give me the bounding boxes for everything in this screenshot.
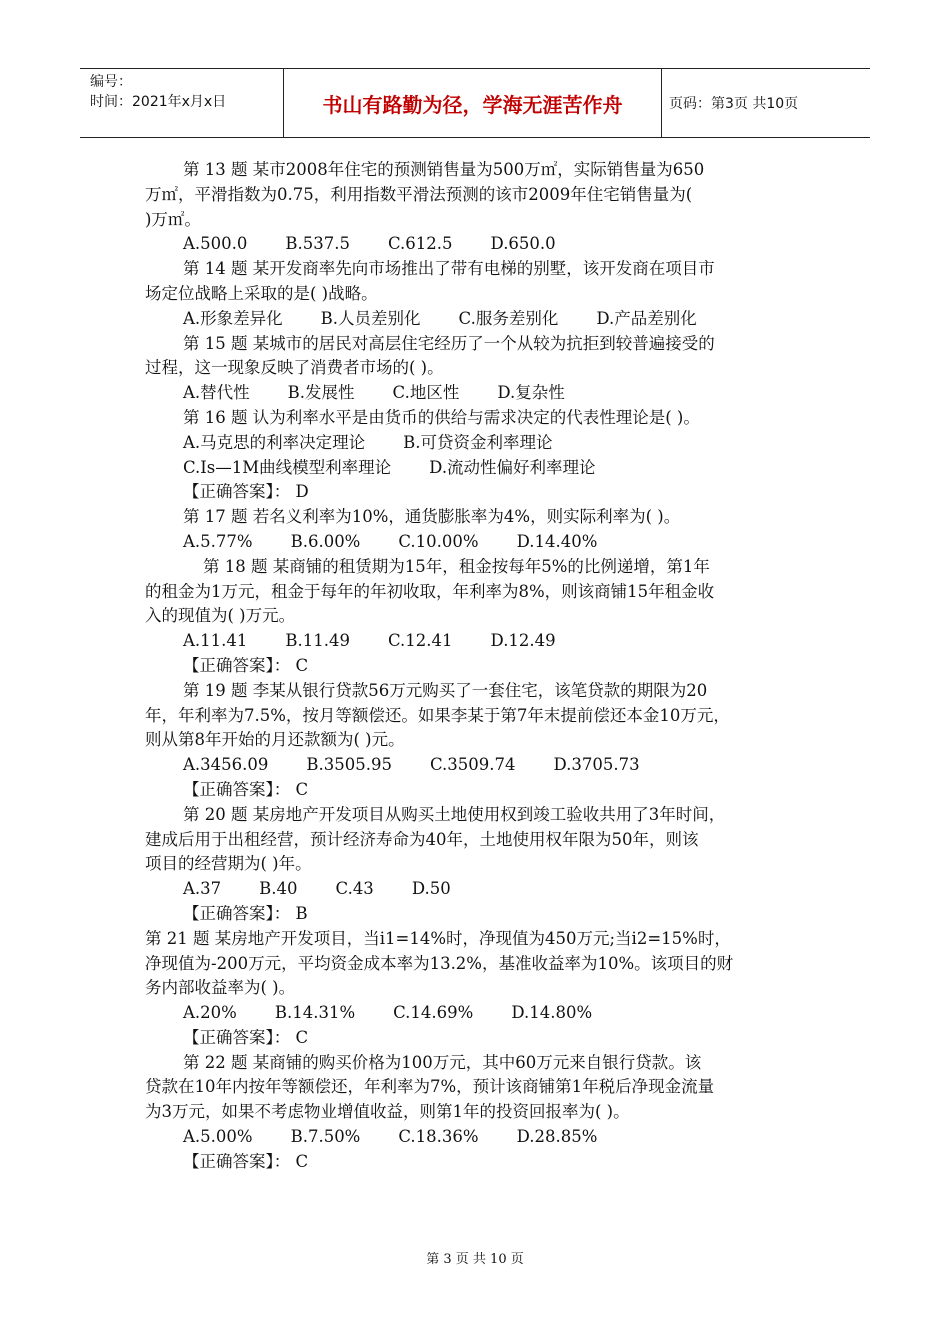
options-line [145, 307, 815, 332]
option-item: C.18.36% [398, 1127, 479, 1147]
option-item: B.14.31% [274, 1003, 356, 1023]
text-line: 第 15 题 某城市的居民对高层住宅经历了一个从较为抗拒到较普遍接受的 [183, 333, 715, 353]
text-line: 第 21 题 某房地产开发项目，当i1=14%时，净现值为450万元;当i2=15%时， [145, 928, 731, 948]
option-item: C.3509.74 [430, 755, 516, 775]
text-line: 的租金为1万元，租金于每年的年初收取，年利率为8%，则该商铺15年租金收 [145, 581, 715, 601]
text-line: 万㎡，平滑指数为0.75，利用指数平滑法预测的该市2009年住宅销售量为( [145, 184, 693, 204]
text-line: 第 17 题 若名义利率为10%，通货膨胀率为4%，则实际利率为( )。 [183, 507, 681, 527]
option-item: D.28.85% [516, 1127, 598, 1147]
option-item: A.20% [183, 1003, 237, 1023]
text-line: 项目的经营期为( )年。 [145, 854, 312, 874]
options-line [145, 1001, 815, 1026]
option-item: B.6.00% [290, 531, 361, 551]
text-line: 【正确答案】： C [183, 779, 309, 799]
text-line: )万㎡。 [145, 209, 201, 229]
options-line [145, 1125, 815, 1150]
option-item: D.14.80% [511, 1003, 593, 1023]
option-item: A.3456.09 [183, 755, 269, 775]
text-line: 第 18 题 某商铺的租赁期为15年，租金按每年5%的比例递增，第1年 [203, 556, 710, 576]
option-item: A.替代性 [183, 383, 250, 403]
option-item: B.人员差别化 [320, 308, 421, 328]
option-item: A.500.0 [183, 234, 248, 254]
option-item: B.3505.95 [306, 755, 393, 775]
options-line [145, 629, 815, 654]
option-item: A.马克思的利率决定理论 [183, 432, 366, 452]
text-line: 【正确答案】： C [183, 1151, 309, 1171]
option-item: C.服务差别化 [458, 308, 559, 328]
header-motto: 书山有路勤为径，学海无涯苦作舟 [283, 69, 662, 137]
text-line: 【正确答案】： D [183, 482, 309, 502]
option-item: D.12.49 [490, 631, 556, 651]
option-item: D.14.40% [516, 531, 598, 551]
option-item: D.复杂性 [497, 383, 565, 403]
options-line [145, 753, 815, 778]
option-item: A.形象差异化 [183, 308, 283, 328]
page-header [80, 68, 870, 138]
option-item: B.发展性 [287, 383, 355, 403]
option-item: C.Is—1M曲线模型利率理论 [183, 457, 392, 477]
options-line [145, 456, 815, 481]
option-item: D.650.0 [490, 234, 556, 254]
option-item: C.43 [335, 879, 374, 899]
text-line: 第 19 题 李某从银行贷款56万元购买了一套住宅，该笔贷款的期限为20 [183, 680, 708, 700]
option-item: D.流动性偏好利率理论 [429, 457, 596, 477]
text-line: 第 16 题 认为利率水平是由货币的供给与需求决定的代表性理论是( )。 [183, 407, 700, 427]
text-line: 入的现值为( )万元。 [145, 606, 296, 626]
option-item: A.37 [183, 879, 222, 899]
document-date: 时间：2021年x月x日 [90, 94, 227, 110]
option-item: B.7.50% [290, 1127, 361, 1147]
options-line [145, 232, 815, 257]
text-line: 务内部收益率为( )。 [145, 978, 296, 998]
document-body [145, 158, 815, 1175]
option-item: D.50 [411, 879, 451, 899]
text-line: 过程，这一现象反映了消费者市场的( )。 [145, 358, 444, 378]
text-line: 第 14 题 某开发商率先向市场推出了带有电梯的别墅，该开发商在项目市 [183, 259, 715, 279]
option-item: B.11.49 [285, 631, 351, 651]
text-line: 则从第8年开始的月还款额为( )元。 [145, 730, 405, 750]
text-line: 【正确答案】： C [183, 1027, 309, 1047]
options-line [145, 431, 815, 456]
option-item: B.537.5 [285, 234, 351, 254]
header-page-number: 页码：第3页 共10页 [669, 96, 799, 112]
option-item: A.5.00% [183, 1127, 253, 1147]
option-item: B.可贷资金利率理论 [403, 432, 553, 452]
text-line: 第 20 题 某房地产开发项目从购买土地使用权到竣工验收共用了3年时间， [183, 804, 726, 824]
text-line: 第 13 题 某市2008年住宅的预测销售量为500万㎡，实际销售量为650 [183, 160, 705, 179]
option-item: A.5.77% [183, 531, 253, 551]
page-footer: 第 3 页 共 10 页 [426, 1252, 524, 1267]
options-line [145, 877, 815, 902]
option-item: A.11.41 [183, 631, 248, 651]
text-line: 为3万元，如果不考虑物业增值收益，则第1年的投资回报率为( )。 [145, 1102, 630, 1122]
option-item: D.产品差别化 [596, 308, 697, 328]
text-line: 场定位战略上采取的是( )战略。 [145, 283, 378, 303]
text-line: 贷款在10年内按年等额偿还，年利率为7%，预计该商铺第1年税后净现金流量 [145, 1077, 715, 1097]
option-item: B.40 [259, 879, 298, 899]
option-item: C.12.41 [388, 631, 453, 651]
text-line: 【正确答案】： B [183, 903, 308, 923]
header-meta [80, 69, 283, 137]
text-line: 【正确答案】： C [183, 655, 309, 675]
text-line: 年，年利率为7.5%，按月等额偿还。如果李某于第7年末提前偿还本金10万元， [145, 705, 730, 725]
document-number: 编号： [90, 74, 132, 90]
text-line: 第 22 题 某商铺的购买价格为100万元，其中60万元来自银行贷款。该 [183, 1052, 702, 1072]
option-item: C.地区性 [392, 383, 460, 403]
options-line [145, 530, 815, 555]
option-item: C.14.69% [393, 1003, 474, 1023]
text-line: 净现值为-200万元，平均资金成本率为13.2%，基准收益率为10%。该项目的财 [145, 953, 734, 973]
option-item: C.612.5 [388, 234, 453, 254]
text-line: 建成后用于出租经营，预计经济寿命为40年，土地使用权年限为50年，则该 [145, 829, 699, 849]
option-item: D.3705.73 [553, 755, 640, 775]
options-line [145, 381, 815, 406]
option-item: C.10.00% [398, 531, 479, 551]
